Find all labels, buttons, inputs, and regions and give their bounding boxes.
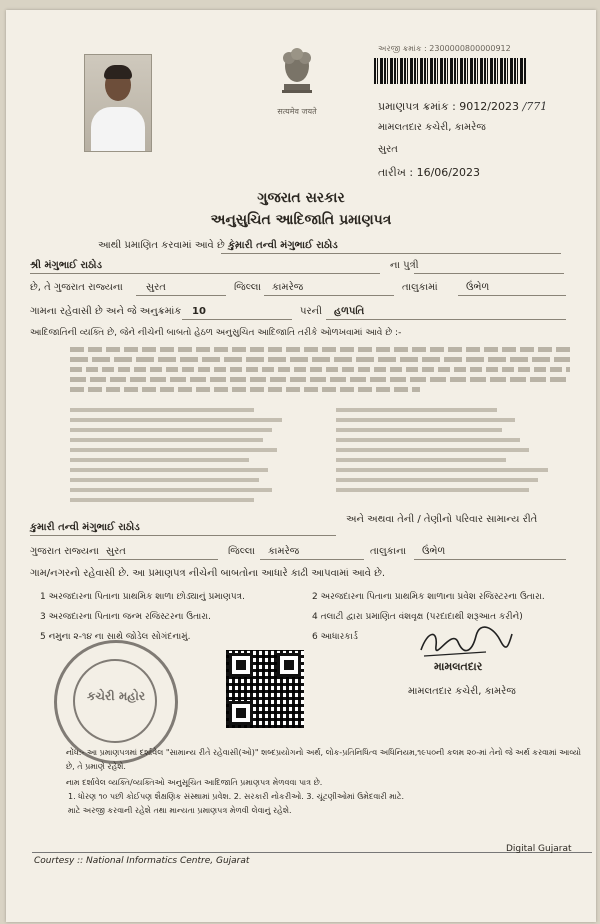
- father-name: શ્રી મંગુભાઈ રાઠોડ: [30, 260, 102, 271]
- document-item-2: 2 અરજદારના પિતાના પ્રાથમિક શાળાના પ્રવેશ રજિસ્ટરના ઉતારા.: [312, 592, 545, 602]
- issue-date-label: તારીખ :: [378, 166, 414, 179]
- residence-text: ગામ/નગરનો રહેવાસી છે. આ પ્રમાણપત્ર નીચેની બાબતોના આધારે કાઢી આપવામાં આવે છે.: [30, 568, 386, 579]
- footer-courtesy: Courtesy :: National Informatics Centre, Gujarat: [34, 856, 250, 866]
- emblem-caption: सत्यमेव जयते: [277, 107, 317, 116]
- certificate-sheet: [6, 10, 596, 922]
- photo-shirt: [91, 107, 145, 151]
- candidate-name: કુમારી તન્વી મંગુભાઈ રાઠોડ: [228, 240, 338, 251]
- district-2-label: જિલ્લા: [228, 546, 255, 557]
- taluka-value: કામરેજ: [272, 282, 304, 293]
- photo-hair: [104, 65, 132, 79]
- city: સુરત: [378, 144, 398, 155]
- barcode: [374, 58, 526, 84]
- certificate-number: [378, 100, 547, 114]
- tribe-name: હળપતિ: [334, 306, 365, 317]
- certify-text: આથી પ્રમાણિત કરવામાં આવે છે કે,: [98, 240, 239, 251]
- district-label: જિલ્લા: [234, 282, 261, 293]
- issuer-line: મામલતદાર કચેરી, કામરેજ: [378, 122, 486, 133]
- note-1: નોંધ:- આ પ્રમાણપત્રમાં દર્શાવેલ "સામાન્ય રીતે રહેવાસી(ઓ)" શબ્દપ્રયોગનો અર્થ, લોક-પ્રતિનિધિત્વ અધિનિયમ,૧૯૫૦ની કલમ ૨૦-માં તેનો જે અર્થ કરવામાં આવ્યો છે, તે પ્રમાણે રહેશે.: [66, 748, 581, 771]
- order-list-left: [70, 402, 300, 508]
- certificate-title: અનુસુચિત આદિજાતિ પ્રમાણપત્ર: [210, 212, 392, 228]
- taluka-label: તાલુકામાં: [402, 282, 438, 293]
- note-4: માટે અરજી કરવાની રહેશે તથા માન્યતા પ્રમાણપત્ર મેળવી લેવાનું રહેશે.: [68, 806, 292, 815]
- application-number-value: 2300000800000912: [429, 44, 511, 53]
- qr-finder-top-left: [229, 653, 253, 677]
- government-title: ગુજરાત સરકાર: [257, 190, 345, 206]
- relation-suffix: ના પુત્રી: [390, 260, 419, 271]
- certificate-number-label: પ્રમાણપત્ર ક્રમાંક :: [378, 100, 456, 113]
- national-emblem-icon: [274, 44, 320, 104]
- schedule-text: ગામના રહેવાસી છે અને જે અનુક્રમાંક: [30, 306, 182, 317]
- document-item-4: 4 તલાટી દ્વારા પ્રમાણિત વંશવૃક્ષ (પરદાદાથી શરૂઆત કરીને): [312, 612, 523, 622]
- issue-date: [378, 166, 480, 180]
- document-item-6: 6 આધારકાર્ડ: [312, 632, 358, 642]
- qr-finder-bottom-left: [229, 701, 253, 725]
- tribe-label: પરની: [300, 306, 322, 317]
- village-2-value: ઉંભેળ: [422, 546, 446, 557]
- document-item-5: 5 નમુના ૨-૧૪ ના સાથે જોડેલ સોગંદનામું.: [40, 632, 191, 642]
- candidate-name-2: કુમારી તન્વી મંગુભાઈ રાઠોડ: [30, 522, 140, 533]
- qr-finder-top-right: [277, 653, 301, 677]
- taluka-2-label: તાલુકાના: [370, 546, 407, 557]
- issue-date-value: 16/06/2023: [416, 166, 480, 179]
- office-stamp-text: કચેરી મહોર: [86, 689, 146, 703]
- document-item-3: 3 અરજદારના પિતાના જન્મ રજિસ્ટરના ઉતારા.: [40, 612, 211, 622]
- order-list-right: [336, 402, 566, 498]
- applicant-photo: [84, 54, 152, 152]
- serial-number: 10: [192, 306, 206, 317]
- certificate-number-value: 9012/2023: [459, 100, 519, 113]
- family-text: અને અથવા તેની / તેણીનો પરિવાર સામાન્ય રીતે: [346, 514, 538, 525]
- application-number: [378, 44, 511, 54]
- note-2: નામ દર્શાવેલ વ્યક્તિ/વ્યક્તિઓ અનુસૂચિત આદિજાતિ પ્રમાણપત્ર મેળવવા પાત્ર છે.: [66, 778, 323, 787]
- application-number-label: અરજી ક્રમાંક :: [378, 44, 427, 53]
- signatory-title: મામલતદાર: [434, 660, 483, 673]
- taluka-2-value: કામરેજ: [268, 546, 300, 557]
- note-3: 1. ધોરણ ૧૦ પછી કોઈપણ શૈક્ષણિક સંસ્થામાં પ્રવેશ. 2. સરકારી નોકરીઓ. 3. ચૂંટણીઓમાં ઉમેદવારી માટે.: [68, 792, 405, 801]
- state-prefix: છે, તે ગુજરાત રાજ્યના: [30, 282, 123, 293]
- document-item-1: 1 અરજદારના પિતાના પ્રાથમિક શાળા છોડ્યાનું પ્રમાણપત્ર.: [40, 592, 245, 602]
- village-value: ઉંભેળ: [466, 282, 490, 293]
- district-value: સુરત: [146, 282, 166, 293]
- recognition-text: આદિજાતિની વ્યક્તિ છે, જેને નીચેની બાબતો હેઠળ અનુસુચિત આદિજાતિ તરીકે ઓળખવામાં આવે છે :-: [30, 328, 402, 338]
- footer-digital-gujarat: Digital Gujarat: [506, 844, 572, 854]
- state-2: ગુજરાત રાજ્યના: [30, 546, 99, 557]
- constitutional-orders-block: [70, 342, 570, 397]
- signatory-office: મામલતદાર કચેરી, કામરેજ: [408, 686, 516, 697]
- handwritten-number: /771: [522, 100, 548, 113]
- qr-code: [226, 650, 304, 728]
- district-2-value: સુરત: [106, 546, 126, 557]
- signature-scribble-icon: [416, 622, 516, 662]
